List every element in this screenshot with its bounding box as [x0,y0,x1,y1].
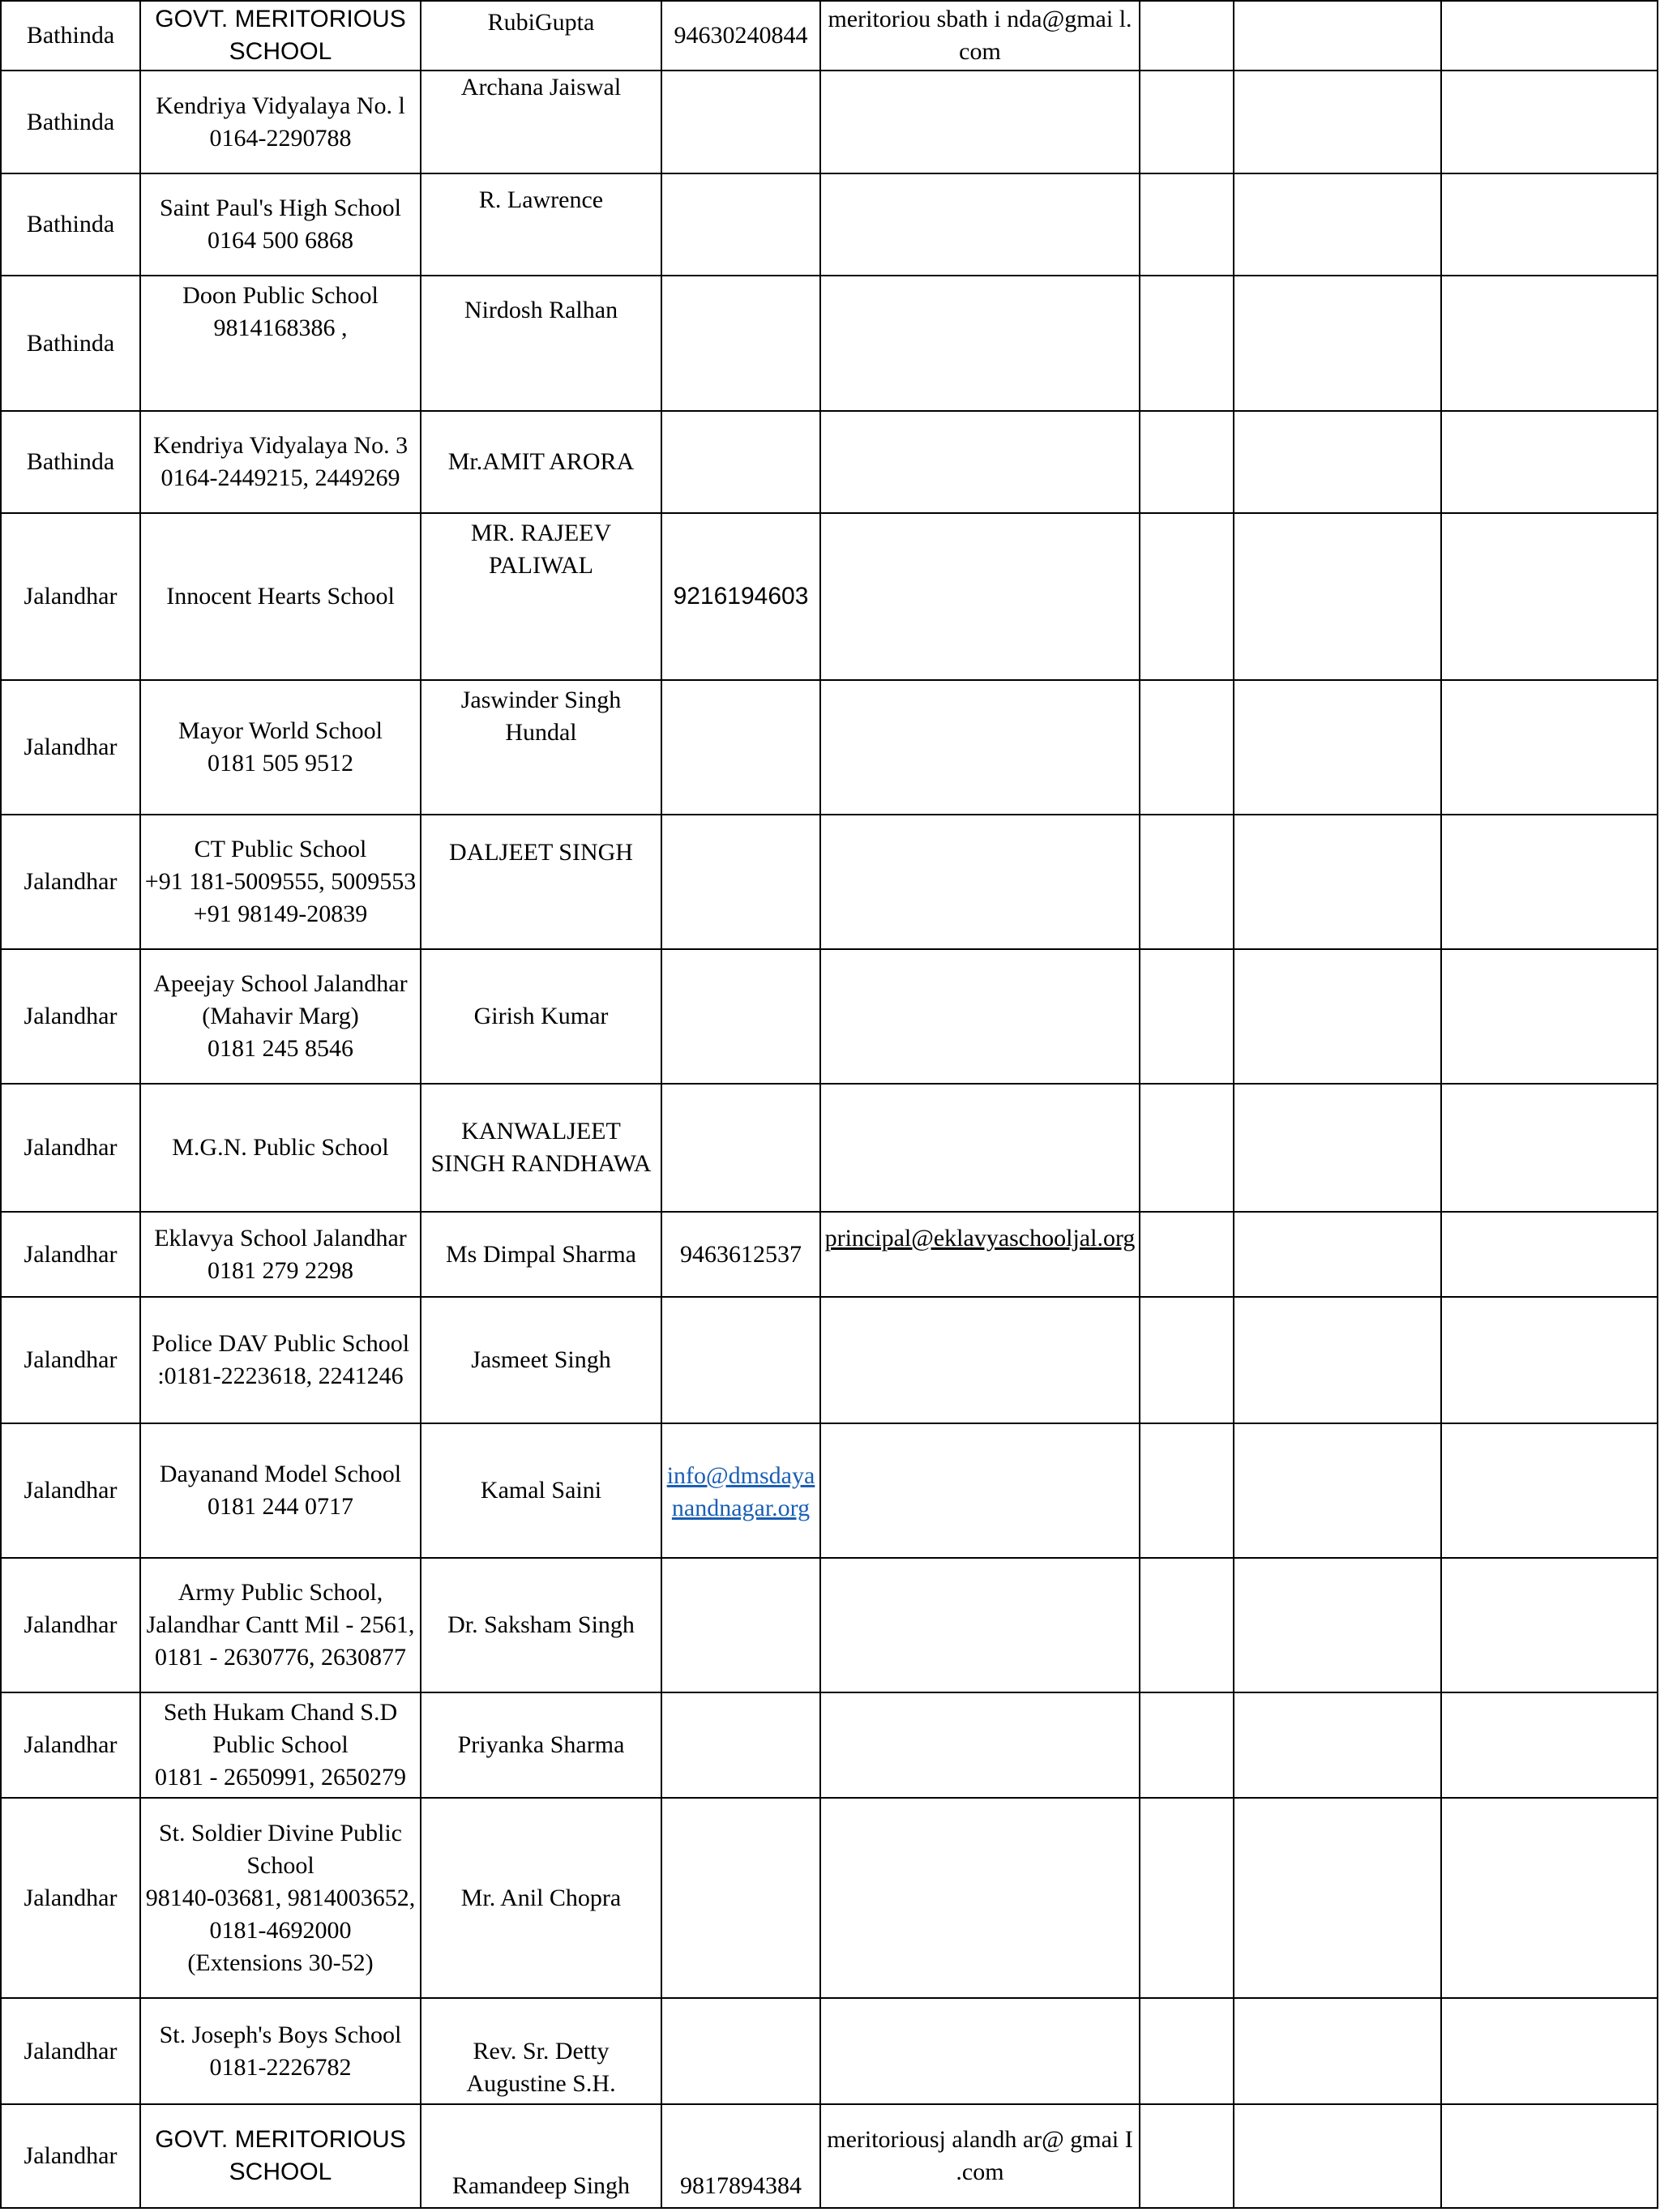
email-cell [820,1084,1140,1212]
phone-cell: 94630240844 [661,1,820,71]
principal-cell: Mr.AMIT ARORA [421,411,661,513]
email-cell [820,411,1140,513]
empty-cell [1441,1998,1658,2104]
empty-cell [1234,513,1441,680]
school-cell: Mayor World School 0181 505 9512 [140,680,421,815]
phone-cell [661,1084,820,1212]
email-cell [820,1423,1140,1558]
empty-cell [1140,1084,1234,1212]
phone-cell [661,949,820,1084]
empty-cell [1441,173,1658,276]
empty-cell [1140,1692,1234,1798]
phone-cell [661,1692,820,1798]
principal-cell: DALJEET SINGH [421,815,661,949]
school-cell: Kendriya Vidyalaya No. 3 0164-2449215, 2449269 [140,411,421,513]
empty-cell [1234,2104,1441,2208]
phone-cell: 9463612537 [661,1212,820,1297]
city-cell: Jalandhar [1,1558,140,1692]
email-cell [820,1297,1140,1423]
empty-cell [1140,2104,1234,2208]
email-cell: meritoriou sbath i nda@gmai l. com [820,1,1140,71]
phone-cell [661,173,820,276]
principal-cell: Ramandeep Singh [421,2104,661,2208]
empty-cell [1234,1798,1441,1998]
email-cell [820,173,1140,276]
school-cell: Eklavya School Jalandhar 0181 279 2298 [140,1212,421,1297]
table-row [1,411,1658,513]
city-cell: Bathinda [1,411,140,513]
school-email-link[interactable]: info@dmsdayanandnagar.org [666,1462,815,1521]
email-cell [820,1558,1140,1692]
email-cell [820,276,1140,411]
empty-cell [1441,1297,1658,1423]
phone-cell [661,1798,820,1998]
table-row [1,1692,1658,1798]
empty-cell [1140,1798,1234,1998]
table-row [1,2104,1658,2208]
table-row [1,1212,1658,1297]
table-row [1,680,1658,815]
city-cell: Jalandhar [1,1692,140,1798]
empty-cell [1441,411,1658,513]
city-cell: Jalandhar [1,513,140,680]
city-cell: Jalandhar [1,1212,140,1297]
empty-cell [1441,1,1658,71]
table-row [1,1084,1658,1212]
empty-cell [1441,1558,1658,1692]
principal-cell: Kamal Saini [421,1423,661,1558]
empty-cell [1441,71,1658,173]
empty-cell [1140,815,1234,949]
empty-cell [1234,815,1441,949]
empty-cell [1234,276,1441,411]
email-cell [820,1798,1140,1998]
city-cell: Bathinda [1,173,140,276]
empty-cell [1140,71,1234,173]
school-cell: Doon Public School 9814168386 , [140,276,421,411]
empty-cell [1234,71,1441,173]
email-cell [820,680,1140,815]
empty-cell [1234,173,1441,276]
city-cell: Jalandhar [1,1297,140,1423]
empty-cell [1234,1998,1441,2104]
table-row [1,513,1658,680]
table-row [1,1558,1658,1692]
phone-cell [661,71,820,173]
school-cell: Apeejay School Jalandhar (Mahavir Marg) 0181 245 8546 [140,949,421,1084]
principal-cell: RubiGupta [421,1,661,71]
phone-cell [661,1998,820,2104]
phone-cell: 9817894384 [661,2104,820,2208]
table-row [1,1297,1658,1423]
school-cell: CT Public School +91 181-5009555, 5009553 +91 98149-20839 [140,815,421,949]
empty-cell [1441,815,1658,949]
empty-cell [1234,1084,1441,1212]
email-cell [820,1998,1140,2104]
school-cell: Saint Paul's High School 0164 500 6868 [140,173,421,276]
table-row [1,276,1658,411]
school-cell: St. Soldier Divine Public School 98140-03681, 9814003652, 0181-4692000 (Extensions 30-52) [140,1798,421,1998]
city-cell: Jalandhar [1,1798,140,1998]
email-cell [820,71,1140,173]
school-cell: GOVT. MERITORIOUS SCHOOL [140,2104,421,2208]
phone-cell [661,815,820,949]
city-cell: Jalandhar [1,2104,140,2208]
empty-cell [1140,680,1234,815]
principal-cell: Archana Jaiswal [421,71,661,173]
table-row [1,1798,1658,1998]
empty-cell [1140,1,1234,71]
empty-cell [1234,1692,1441,1798]
principal-cell: Girish Kumar [421,949,661,1084]
phone-cell: 9216194603 [661,513,820,680]
phone-cell [661,1423,820,1558]
empty-cell [1234,1,1441,71]
table-row [1,949,1658,1084]
principal-cell: R. Lawrence [421,173,661,276]
city-cell: Bathinda [1,71,140,173]
empty-cell [1234,1297,1441,1423]
phone-cell [661,276,820,411]
principal-cell: Rev. Sr. Detty Augustine S.H. [421,1998,661,2104]
empty-cell [1140,1423,1234,1558]
principal-cell: Nirdosh Ralhan [421,276,661,411]
empty-cell [1140,949,1234,1084]
table-row [1,815,1658,949]
empty-cell [1234,1423,1441,1558]
empty-cell [1441,2104,1658,2208]
principal-cell: Jasmeet Singh [421,1297,661,1423]
empty-cell [1140,1297,1234,1423]
school-cell: GOVT. MERITORIOUS SCHOOL [140,1,421,71]
school-cell: M.G.N. Public School [140,1084,421,1212]
empty-cell [1234,1212,1441,1297]
email-cell [820,815,1140,949]
empty-cell [1140,1998,1234,2104]
phone-cell [661,1558,820,1692]
school-cell: Innocent Hearts School [140,513,421,680]
table-row [1,1998,1658,2104]
principal-cell: KANWALJEET SINGH RANDHAWA [421,1084,661,1212]
phone-cell [661,1297,820,1423]
empty-cell [1140,1558,1234,1692]
city-cell: Jalandhar [1,1084,140,1212]
empty-cell [1234,680,1441,815]
email-cell[interactable]: principal@eklavyaschooljal.org [820,1212,1140,1297]
principal-cell: Priyanka Sharma [421,1692,661,1798]
empty-cell [1140,411,1234,513]
principal-cell: Ms Dimpal Sharma [421,1212,661,1297]
empty-cell [1441,513,1658,680]
phone-cell [661,680,820,815]
city-cell: Jalandhar [1,815,140,949]
table-row [1,1,1658,71]
principal-cell: Mr. Anil Chopra [421,1798,661,1998]
city-cell: Jalandhar [1,1998,140,2104]
principal-cell: Dr. Saksham Singh [421,1558,661,1692]
principal-cell: Jaswinder Singh Hundal [421,680,661,815]
email-cell [820,949,1140,1084]
phone-cell [661,411,820,513]
email-cell [820,1692,1140,1798]
school-cell: Police DAV Public School :0181-2223618, 2241246 [140,1297,421,1423]
empty-cell [1441,276,1658,411]
school-cell: St. Joseph's Boys School 0181-2226782 [140,1998,421,2104]
empty-cell [1140,276,1234,411]
city-cell: Jalandhar [1,680,140,815]
principal-cell: MR. RAJEEV PALIWAL [421,513,661,680]
empty-cell [1234,1558,1441,1692]
empty-cell [1441,949,1658,1084]
empty-cell [1234,949,1441,1084]
school-cell: Army Public School, Jalandhar Cantt Mil - 2561, 0181 - 2630776, 2630877 [140,1558,421,1692]
school-cell: Seth Hukam Chand S.D Public School 0181 - 2650991, 2650279 [140,1692,421,1798]
school-cell: Dayanand Model School 0181 244 0717 [140,1423,421,1558]
empty-cell [1441,1423,1658,1558]
empty-cell [1140,1212,1234,1297]
city-cell: Bathinda [1,276,140,411]
email-cell: meritoriousj alandh ar@ gmai I .com [820,2104,1140,2208]
empty-cell [1441,1212,1658,1297]
empty-cell [1140,173,1234,276]
email-cell [820,513,1140,680]
city-cell: Jalandhar [1,949,140,1084]
empty-cell [1441,1692,1658,1798]
city-cell: Bathinda [1,1,140,71]
school-cell: Kendriya Vidyalaya No. l 0164-2290788 [140,71,421,173]
empty-cell [1234,411,1441,513]
empty-cell [1441,1084,1658,1212]
empty-cell [1441,1798,1658,1998]
table-row [1,71,1658,173]
empty-cell [1441,680,1658,815]
table-row [1,173,1658,276]
table-row [1,1423,1658,1558]
city-cell: Jalandhar [1,1423,140,1558]
empty-cell [1140,513,1234,680]
